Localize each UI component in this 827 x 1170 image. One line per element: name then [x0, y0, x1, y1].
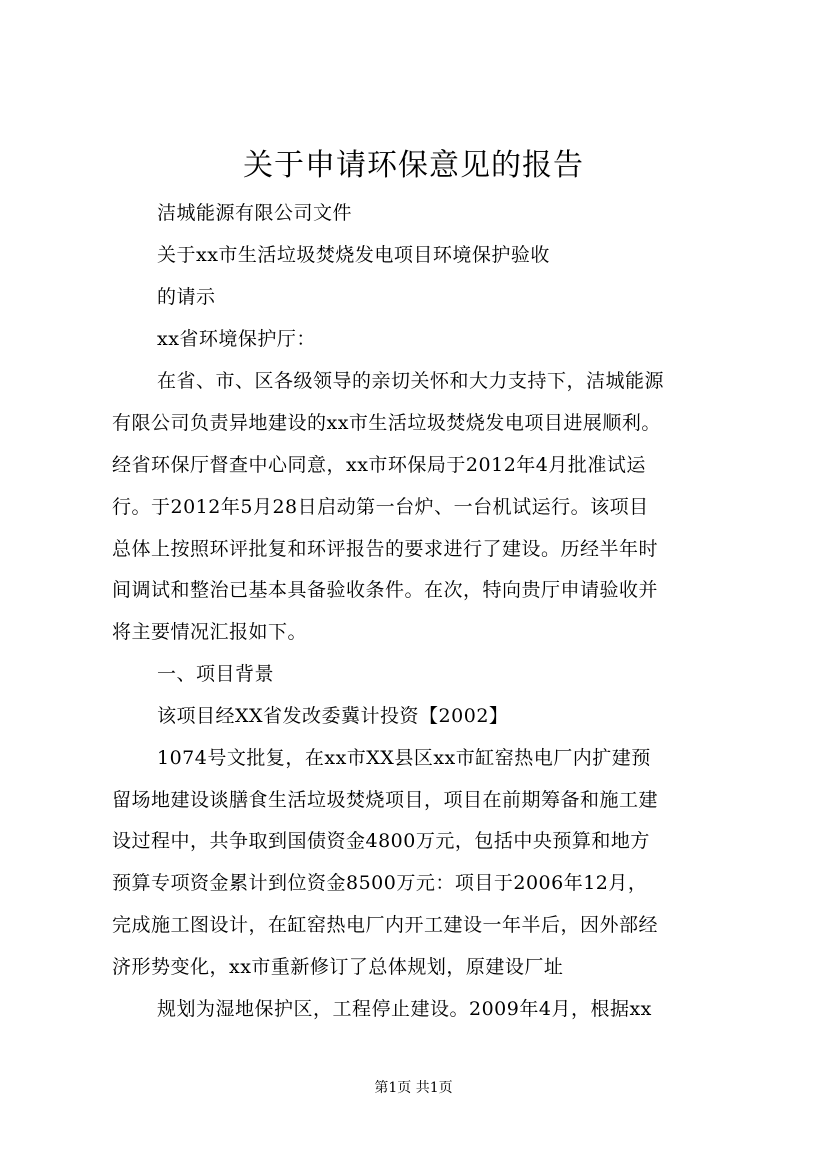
body-line: 经省环保厅督查中心同意，xx市环保局于2012年4月批准试运: [112, 454, 646, 476]
body-line: 间调试和整治已基本具备验收条件。在次，特向贵厅申请验收并: [112, 579, 659, 601]
recipient-line: xx省环境保护厅：: [157, 328, 316, 350]
section-heading: 一、项目背景: [157, 663, 275, 685]
document-title: 关于申请环保意见的报告: [243, 148, 584, 183]
body-line: 留场地建设谈膳食生活垃圾焚烧项目，项目在前期筹备和施工建: [112, 789, 659, 811]
body-line: 总体上按照环评批复和环评报告的要求进行了建设。历经半年时: [112, 538, 659, 560]
body-line: 1074号文批复，在xx市XX县区xx市缸窑热电厂内扩建预: [157, 747, 651, 769]
body-line: 行。于2012年5月28日启动第一台炉、一台机试运行。该项目: [112, 496, 649, 518]
body-line: 在省、市、区各级领导的亲切关怀和大力支持下，洁城能源: [157, 370, 665, 392]
body-line: 有限公司负责异地建设的xx市生活垃圾焚烧发电项目进展顺利。: [112, 412, 661, 434]
body-line: 将主要情况汇报如下。: [112, 621, 308, 643]
page-number-footer: 第1页 共1页: [374, 1080, 453, 1096]
subject-line-1: 关于xx市生活垃圾焚烧发电项目环境保护验收: [157, 244, 550, 266]
body-line: 预算专项资金累计到位资金8500万元：项目于2006年12月，: [112, 872, 648, 894]
company-header-line: 洁城能源有限公司文件: [157, 202, 353, 224]
body-line: 设过程中，共争取到国债资金4800万元，包括中央预算和地方: [112, 830, 650, 852]
body-line: 该项目经XX省发改委冀计投资【2002】: [157, 705, 509, 727]
subject-line-2: 的请示: [157, 286, 216, 308]
body-line: 规划为湿地保护区，工程停止建设。2009年4月，根据xx: [157, 998, 652, 1020]
body-line: 完成施工图设计，在缸窑热电厂内开工建设一年半后，因外部经: [112, 914, 659, 936]
body-line: 济形势变化，xx市重新修订了总体规划，原建设厂址: [112, 956, 564, 978]
